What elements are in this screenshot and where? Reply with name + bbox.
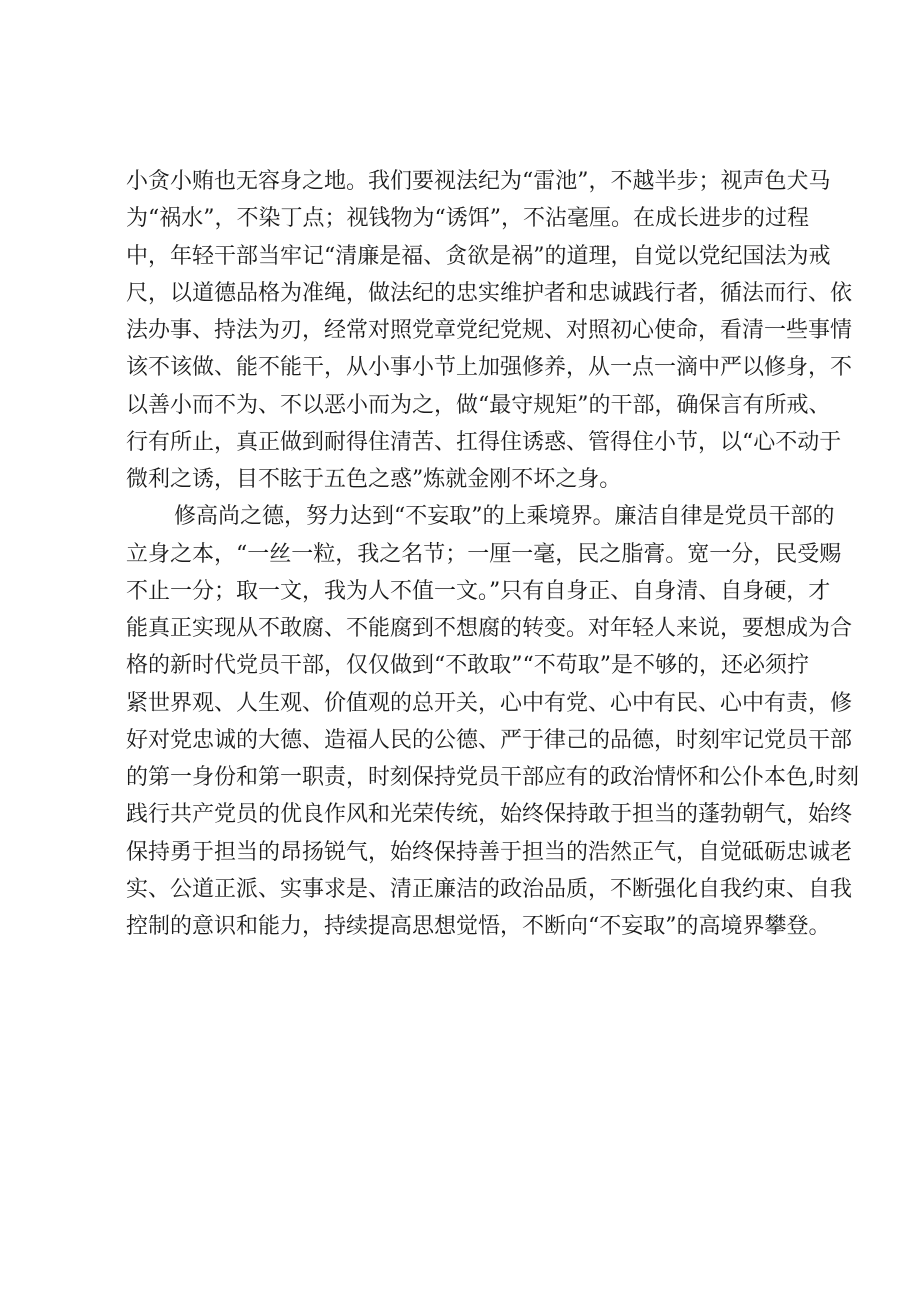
paragraph-1: [126, 163, 853, 498]
text-line: 能真正实现从不敢腐、不能腐到不想腐的转变。对年轻人来说，要想成为合: [126, 616, 853, 641]
text-line: 好对党忠诚的大德、造福人民的公德、严于律己的品德，时刻牢记党员干部: [126, 727, 853, 753]
text-line: 实、公道正派、实事求是、清正廉洁的政治品质，不断强化自我约束、自我: [126, 876, 853, 902]
paragraph-2: [126, 498, 859, 945]
text-line: 格的新时代党员干部，仅仅做到“不敢取”“不苟取”是不够的，还必须拧: [126, 653, 809, 679]
text-line: 保持勇于担当的昂扬锐气，始终保持善于担当的浩然正气，自觉砥砺忠诚老: [126, 839, 853, 865]
text-line: 法办事、持法为刃，经常对照党章党纪党规、对照初心使命，看清一些事情: [126, 318, 853, 343]
text-line: 尺，以道德品格为准绳，做法纪的忠实维护者和忠诚践行者，循法而行、依: [126, 280, 853, 306]
text-line: 控制的意识和能力，持续提高思想觉悟，不断向“不妄取”的高境界攀登。: [126, 914, 831, 939]
text-line: 微利之诱，目不眩于五色之惑”炼就金刚不坏之身。: [126, 467, 622, 492]
text-line: 不止一分；取一文，我为人不值一文。”只有自身正、自身清、自身硬，才: [126, 578, 831, 604]
text-line: 践行共产党员的优良作风和光荣传统，始终保持敢于担当的蓬勃朝气，始终: [126, 802, 853, 828]
document-body: [126, 163, 859, 945]
text-line: 为“祸水”，不染丁点；视钱物为“诱饵”，不沾毫厘。在成长进步的过程: [126, 206, 809, 232]
text-line: 小贪小贿也无容身之地。我们要视法纪为“雷池”，不越半步；视声色犬马: [126, 169, 831, 194]
text-line: 的第一身份和第一职责，时刻保持党员干部应有的政治情怀和公仆本色,时刻: [126, 765, 859, 790]
text-line: 该不该做、能不能干，从小事小节上加强修养，从一点一滴中严以修身，不: [126, 355, 853, 381]
text-line: 行有所止，真正做到耐得住清苦、扛得住诱惑、管得住小节，以“心不动于: [126, 429, 842, 455]
text-line: 修高尚之德，努力达到“不妄取”的上乘境界。廉洁自律是党员干部的: [174, 504, 835, 530]
text-line: 立身之本，“一丝一粒，我之名节；一厘一毫，民之脂膏。宽一分，民受赐: [126, 541, 842, 567]
text-line: 中，年轻干部当牢记“清廉是福、贪欲是祸”的道理，自觉以党纪国法为戒: [126, 243, 831, 269]
text-line: 以善小而不为、不以恶小而为之，做“最守规矩”的干部，确保言有所戒、: [126, 392, 831, 418]
text-line: 紧世界观、人生观、价值观的总开关，心中有党、心中有民、心中有责，修: [126, 690, 853, 716]
